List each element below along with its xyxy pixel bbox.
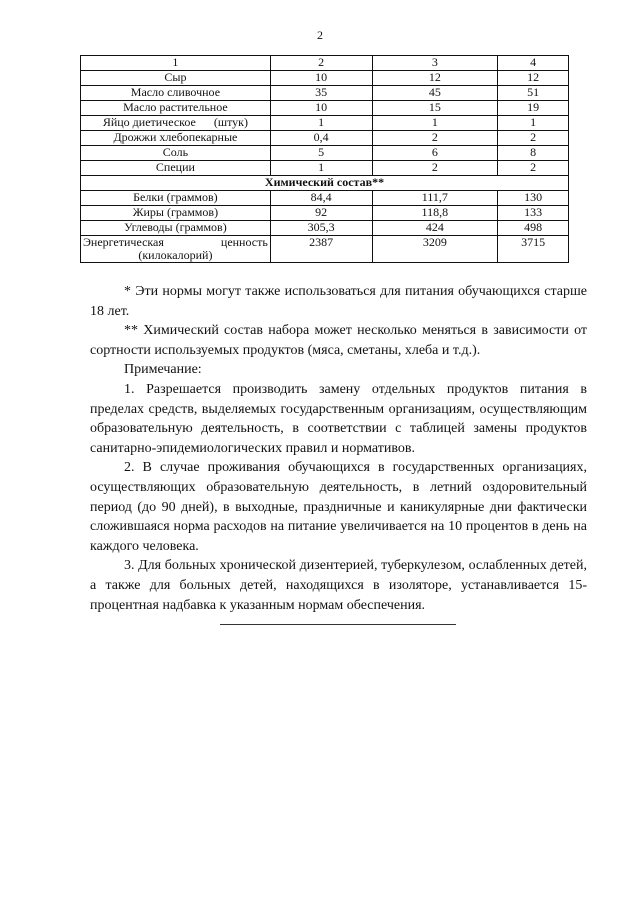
value-cell: 2387 <box>270 236 372 263</box>
product-name-cell: Масло сливочное <box>81 86 271 101</box>
chemical-composition-heading: Химический состав** <box>81 176 569 191</box>
table-row <box>81 71 569 86</box>
value-cell: 12 <box>498 71 569 86</box>
value-cell: 3715 <box>498 236 569 263</box>
table-row <box>81 161 569 176</box>
product-name-cell: Дрожжи хлебопекарные <box>81 131 271 146</box>
footnote-age: * Эти нормы могут также использоваться для питания обучающихся старше 18 лет. <box>90 284 587 319</box>
value-cell: 45 <box>372 86 498 101</box>
value-cell: 19 <box>498 101 569 116</box>
section-row <box>81 176 569 191</box>
value-cell: 133 <box>498 206 569 221</box>
value-cell: 111,7 <box>372 191 498 206</box>
nutrient-name-cell: Углеводы (граммов) <box>81 221 271 236</box>
value-cell: 305,3 <box>270 221 372 236</box>
value-cell: 2 <box>498 131 569 146</box>
header-cell: 3 <box>372 56 498 71</box>
value-cell: 35 <box>270 86 372 101</box>
note-item-2: 2. В случае проживания обучающихся в государственных организациях, осуществляющих образовательную деятельность, в летний оздоровительный период (до 90 дней), в выходные, праздничные и каникулярные дни фактически сложившаяся норма расходов на питание увеличивается на 10 процентов в день на каждого человека. <box>90 460 587 554</box>
footnote-chemical: ** Химический состав набора может несколько меняться в зависимости от сортности используемых продуктов (мяса, сметаны, хлеба и т.д.). <box>90 323 587 358</box>
value-cell: 0,4 <box>270 131 372 146</box>
product-name-cell: Специи <box>81 161 271 176</box>
nutrient-name-cell: Белки (граммов) <box>81 191 271 206</box>
table-row <box>81 221 569 236</box>
value-cell: 424 <box>372 221 498 236</box>
nutrient-name-cell: Жиры (граммов) <box>81 206 271 221</box>
value-cell: 15 <box>372 101 498 116</box>
table-row <box>81 146 569 161</box>
notes-section <box>90 282 587 615</box>
value-cell: 10 <box>270 71 372 86</box>
value-cell: 2 <box>498 161 569 176</box>
value-cell: 1 <box>270 161 372 176</box>
energy-row <box>81 236 569 263</box>
table-header-row <box>81 56 569 71</box>
value-cell: 51 <box>498 86 569 101</box>
table-row <box>81 191 569 206</box>
value-cell: 2 <box>372 161 498 176</box>
energy-label-unit: (килокалорий) <box>138 248 213 262</box>
value-cell: 10 <box>270 101 372 116</box>
product-name-cell: Яйцо диетическое (штук) <box>81 116 271 131</box>
note-heading: Примечание: <box>124 362 202 378</box>
value-cell: 92 <box>270 206 372 221</box>
energy-label-word: ценность <box>220 235 268 249</box>
note-item-1: 1. Разрешается производить замену отдельных продуктов питания в пределах средств, выделяемых государственным организациям, осуществляющим образовательную деятельность, в соответствии с таблицей замены продуктов санитарно-эпидемиологических правил и нормативов. <box>90 381 587 456</box>
table-row <box>81 116 569 131</box>
table-row <box>81 206 569 221</box>
value-cell: 6 <box>372 146 498 161</box>
table-row <box>81 86 569 101</box>
value-cell: 1 <box>498 116 569 131</box>
table-row <box>81 131 569 146</box>
product-name-cell: Масло растительное <box>81 101 271 116</box>
energy-label-word: Энергетическая <box>83 235 164 249</box>
header-cell: 2 <box>270 56 372 71</box>
energy-label-cell <box>81 236 271 263</box>
value-cell: 3209 <box>372 236 498 263</box>
table-body <box>81 56 569 263</box>
value-cell: 1 <box>372 116 498 131</box>
value-cell: 84,4 <box>270 191 372 206</box>
end-divider-line <box>220 624 456 625</box>
value-cell: 2 <box>372 131 498 146</box>
value-cell: 118,8 <box>372 206 498 221</box>
product-name-cell: Сыр <box>81 71 271 86</box>
header-cell: 4 <box>498 56 569 71</box>
food-norms-table <box>80 55 569 263</box>
value-cell: 498 <box>498 221 569 236</box>
page-number: 2 <box>317 28 323 42</box>
value-cell: 130 <box>498 191 569 206</box>
value-cell: 5 <box>270 146 372 161</box>
value-cell: 8 <box>498 146 569 161</box>
product-name-cell: Соль <box>81 146 271 161</box>
value-cell: 12 <box>372 71 498 86</box>
header-cell: 1 <box>81 56 271 71</box>
note-item-3: 3. Для больных хронической дизентерией, туберкулезом, ослабленных детей, а также для больных детей, находящихся в изоляторе, устанавливается 15-процентная надбавка к указанным нормам обеспечения. <box>90 558 587 613</box>
table-row <box>81 101 569 116</box>
value-cell: 1 <box>270 116 372 131</box>
